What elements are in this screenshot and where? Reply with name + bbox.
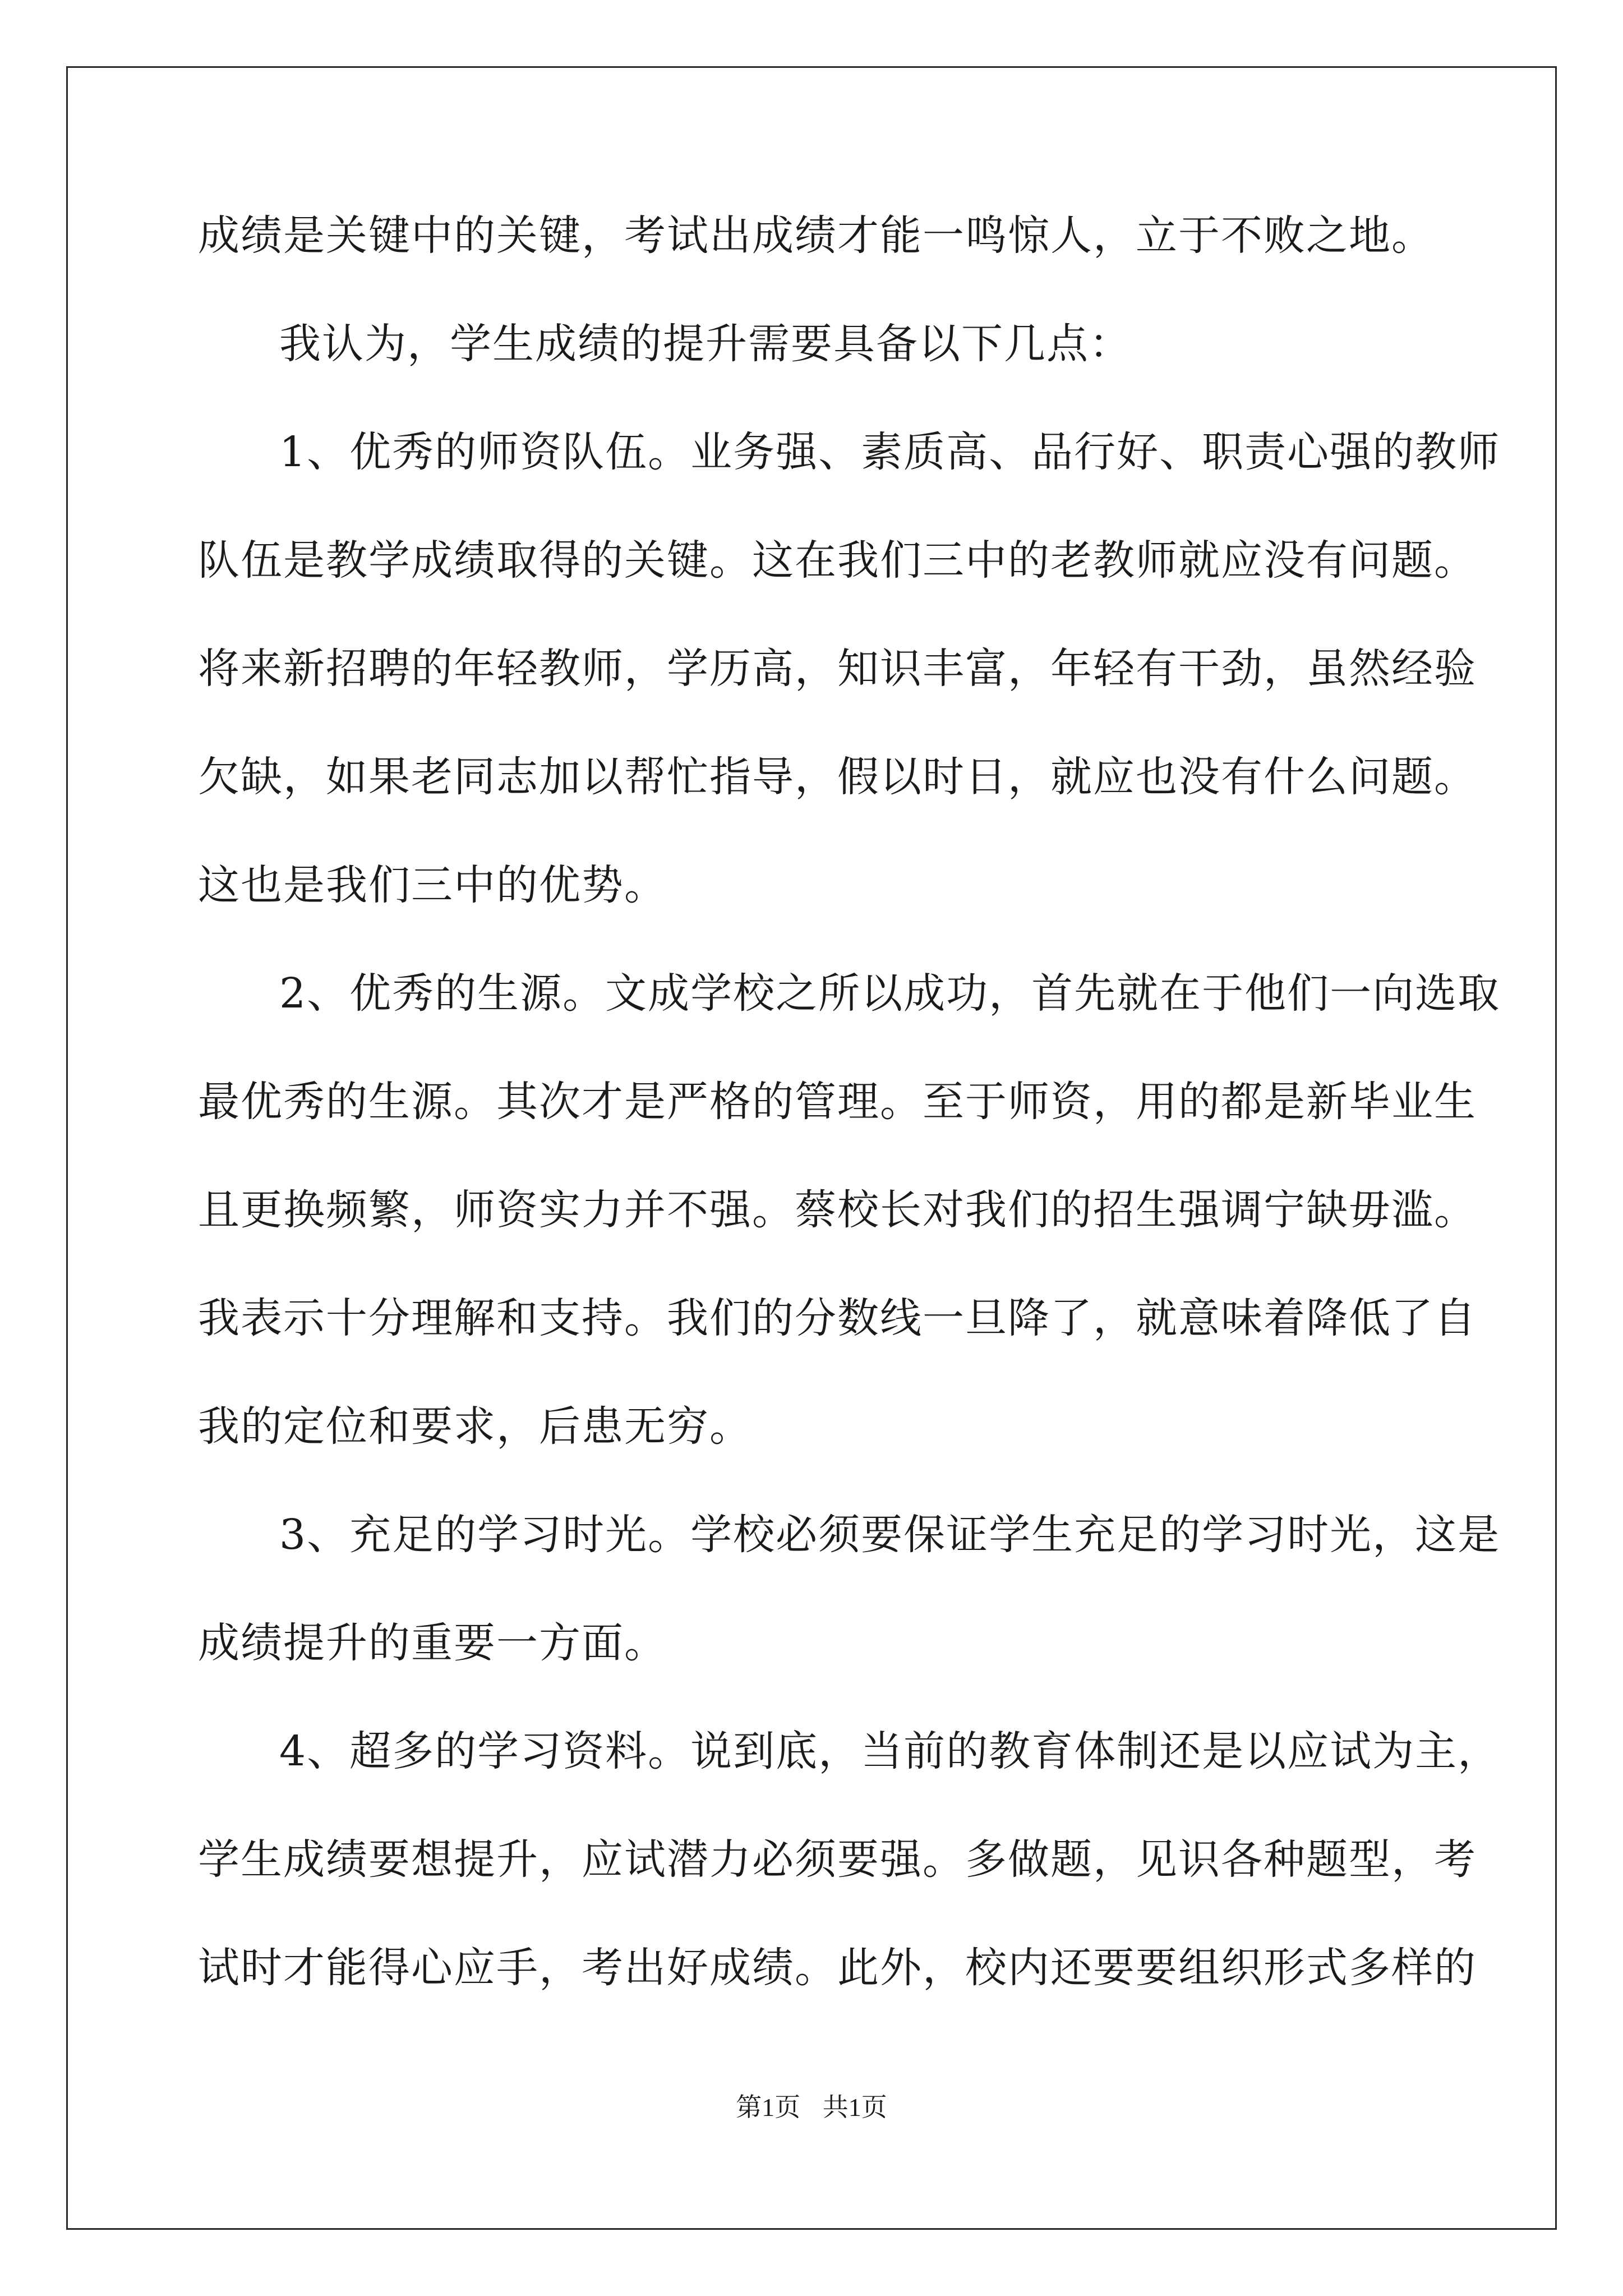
text-line: 2、优秀的生源。文成学校之所以成功，首先就在于他们一向选取	[279, 969, 1501, 1018]
text-line: 3、充足的学习时光。学校必须要保证学生充足的学习时光，这是	[279, 1511, 1501, 1559]
text-line: 且更换频繁，师资实力并不强。蔡校长对我们的招生强调宁缺毋滥。	[198, 1186, 1477, 1234]
page-number: 第1页	[736, 2093, 801, 2122]
text-line: 学生成绩要想提升，应试潜力必须要强。多做题，见识各种题型，考	[198, 1835, 1477, 1884]
page-footer	[0, 2087, 1623, 2124]
text-line: 队伍是教学成绩取得的关键。这在我们三中的老教师就应没有问题。	[198, 536, 1477, 585]
text-line: 这也是我们三中的优势。	[198, 861, 667, 909]
page-border	[66, 66, 1557, 2230]
text-line: 最优秀的生源。其次才是严格的管理。至于师资，用的都是新毕业生	[198, 1078, 1477, 1126]
text-line: 我的定位和要求，后患无穷。	[198, 1402, 752, 1451]
text-line: 我表示十分理解和支持。我们的分数线一旦降了，就意味着降低了自	[198, 1294, 1477, 1342]
text-line: 成绩提升的重要一方面。	[198, 1619, 667, 1667]
page-total: 共1页	[822, 2093, 887, 2122]
text-line: 4、超多的学习资料。说到底，当前的教育体制还是以应试为主，	[279, 1727, 1501, 1775]
text-line: 将来新招聘的年轻教师，学历高，知识丰富，年轻有干劲，虽然经验	[198, 645, 1477, 693]
text-line: 成绩是关键中的关键，考试出成绩才能一鸣惊人，立于不败之地。	[198, 211, 1434, 260]
text-line: 欠缺，如果老同志加以帮忙指导，假以时日，就应也没有什么问题。	[198, 753, 1477, 801]
text-line: 我认为，学生成绩的提升需要具备以下几点：	[279, 320, 1132, 368]
text-line: 试时才能得心应手，考出好成绩。此外，校内还要要组织形式多样的	[198, 1944, 1477, 1992]
text-line: 1、优秀的师资队伍。业务强、素质高、品行好、职责心强的教师	[279, 428, 1501, 476]
